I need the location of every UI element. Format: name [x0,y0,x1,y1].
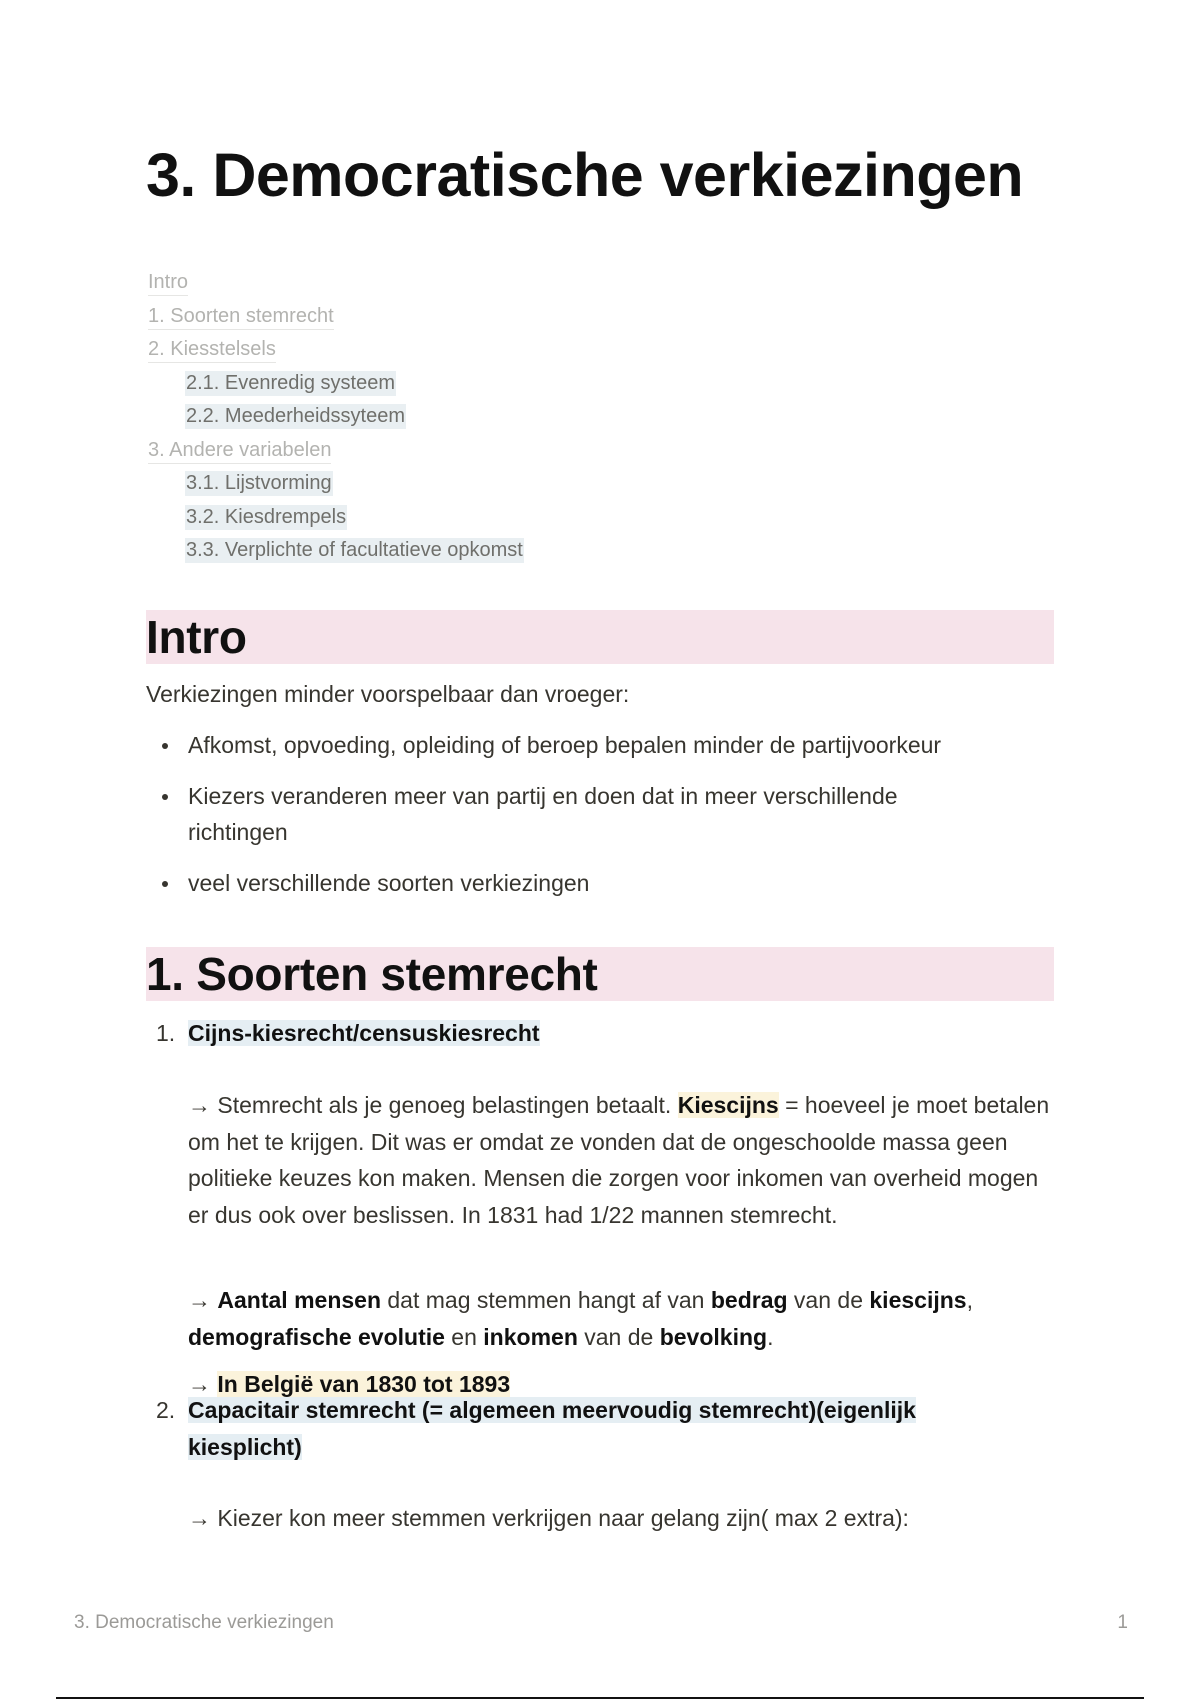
list-item: veel verschillende soorten verkiezingen [146,865,1066,902]
list-number: 1. [156,1020,176,1046]
footer-document-title: 3. Democratische verkiezingen [74,1612,334,1633]
toc-link-opkomst[interactable]: 3.3. Verplichte of facultatieve opkomst [186,539,523,561]
highlight-belgie-periode: In België van 1830 tot 1893 [217,1371,511,1397]
intro-bullet-list [146,727,1066,915]
toc-link-meerderheidssysteem[interactable]: 2.2. Meederheidssyteem [186,405,406,427]
page-title: 3. Democratische verkiezingen [146,141,1024,209]
footer-page-number: 1 [1117,1612,1128,1633]
item-title: Cijns-kiesrecht/censuskiesrecht [188,1020,540,1046]
section-heading-soorten-stemrecht: 1. Soorten stemrecht [146,947,1054,1001]
intro-lead: Verkiezingen minder voorspelbaar dan vroeger: [146,681,630,707]
toc-link-kiesdrempels[interactable]: 3.2. Kiesdrempels [186,505,347,528]
numbered-item-capacitair-stemrecht [146,1392,1066,1465]
toc-link-kiesstelsels[interactable]: 2. Kiesstelsels [148,333,524,367]
section-heading-intro: Intro [146,610,1054,664]
paragraph-aantal-mensen: → Aantal mensen dat mag stemmen hangt af van bedrag van de kiescijns, demografische evolutie en inkomen van de bevolking. [188,1287,973,1350]
paragraph-capacitair-uitleg: → Kiezer kon meer stemmen verkrijgen naar gelang zijn( max 2 extra): [188,1505,909,1531]
item-title: Capacitair stemrecht (= algemeen meervoudig stemrecht)(eigenlijk kiesplicht) [188,1397,916,1460]
toc-link-evenredig-systeem[interactable]: 2.1. Evenredig systeem [186,371,395,394]
numbered-item-cijnskiesrecht [146,1015,1066,1052]
list-number: 2. [156,1397,176,1423]
toc-link-lijstvorming[interactable]: 3.1. Lijstvorming [186,472,332,494]
toc-link-soorten-stemrecht[interactable]: 1. Soorten stemrecht [148,300,524,334]
term-kiescijns: Kiescijns [677,1092,779,1118]
paragraph-belgie-periode: → In België van 1830 tot 1893 [188,1371,511,1397]
list-item: Afkomst, opvoeding, opleiding of beroep bepalen minder de partijvoorkeur [146,727,1066,764]
paragraph-cijnskiesrecht-definition: → Stemrecht als je genoeg belastingen betaalt. Kiescijns = hoeveel je moet betalen om het te krijgen. Dit was er omdat ze vonden dat de ongeschoolde massa geen politieke keuzes kon maken. Mensen die zorgen voor inkomen van overheid mogen er dus ook over beslissen. In 1831 had 1/22 mannen stemrecht. [188,1092,1050,1228]
toc-link-andere-variabelen[interactable]: 3. Andere variabelen [148,434,524,468]
toc-link-intro[interactable]: Intro [148,266,524,300]
list-item: Kiezers veranderen meer van partij en doen dat in meer verschillende richtingen [146,778,988,851]
page-bottom-divider [56,1697,1144,1699]
table-of-contents [148,266,524,568]
